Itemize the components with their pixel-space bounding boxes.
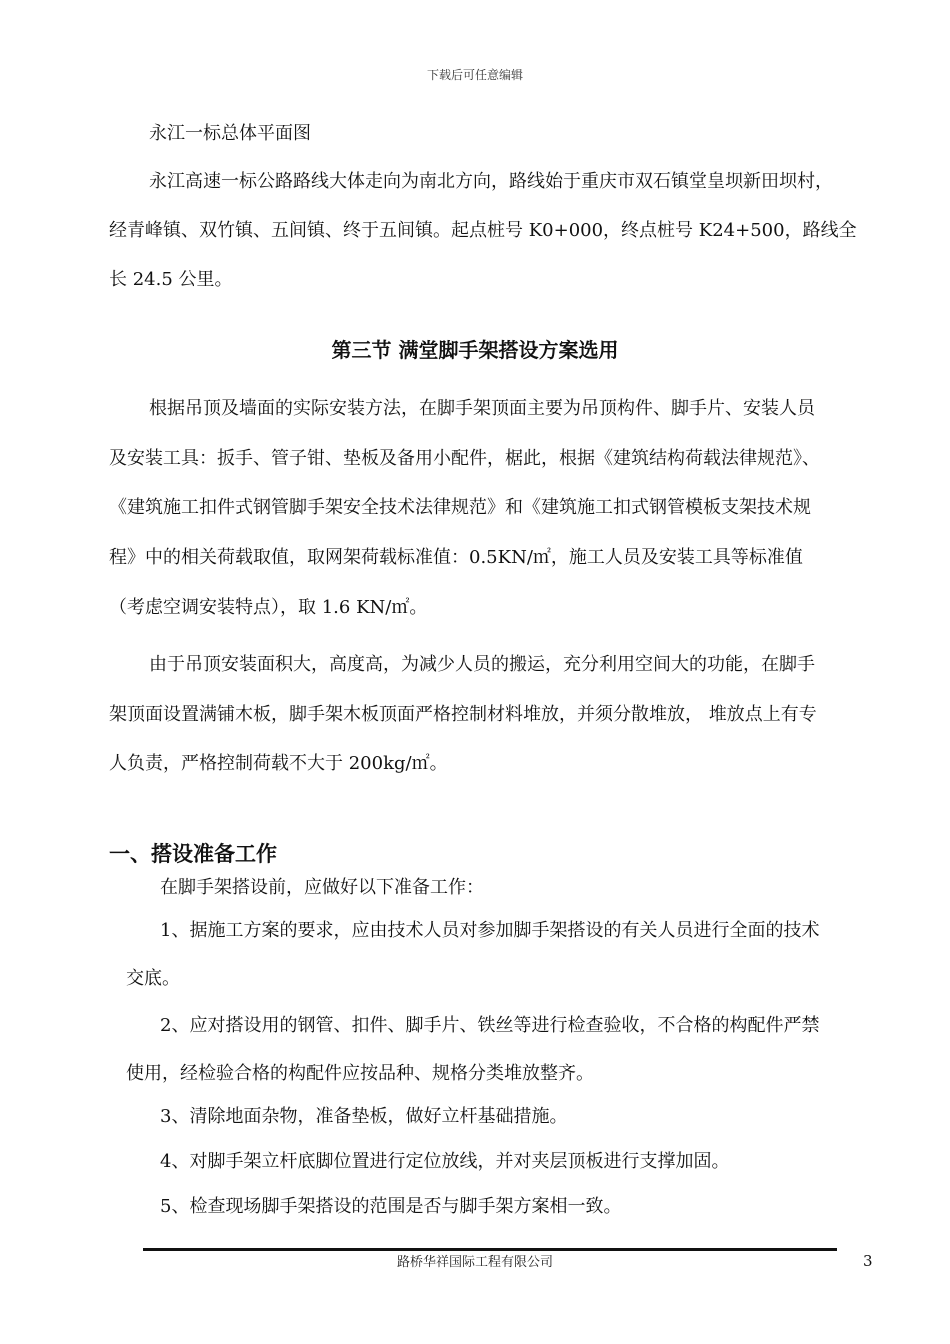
paragraph-line: 由于吊顶安装面积大，高度高，为减少人员的搬运，充分利用空间大的功能，在脚手	[149, 654, 815, 675]
paragraph-line: 《建筑施工扣件式钢管脚手架安全技术法律规范》和《建筑施工扣式钢管模板支架技术规	[109, 497, 811, 518]
paragraph-line: 根据吊顶及墙面的实际安装方法，在脚手架顶面主要为吊顶构件、脚手片、安装人员	[149, 398, 815, 419]
prep-item: 4、对脚手架立杆底脚位置进行定位放线，并对夹层顶板进行支撑加固。	[160, 1151, 730, 1172]
prep-item: 5、检查现场脚手架搭设的范围是否与脚手架方案相一致。	[160, 1196, 622, 1217]
section-title: 第三节 满堂脚手架搭设方案选用	[331, 338, 619, 362]
intro-line: 永江高速一标公路路线大体走向为南北方向，路线始于重庆市双石镇堂皇坝新田坝村，	[149, 171, 833, 192]
intro-line: 长 24.5 公里。	[109, 269, 233, 290]
paragraph-line: 及安装工具：扳手、管子钳、垫板及备用小配件，椐此，根据《建筑结构荷载法律规范》、	[109, 448, 820, 469]
paragraph-line: 架顶面设置满铺木板，脚手架木板顶面严格控制材料堆放，并须分散堆放， 堆放点上有专	[109, 704, 817, 725]
paragraph-line: 人负责，严格控制荷载不大于 200kg/㎡。	[109, 753, 448, 774]
intro-line: 经青峰镇、双竹镇、五间镇、终于五间镇。起点桩号 K0+000，终点桩号 K24+500，路线全	[109, 220, 857, 241]
figure-caption: 永江一标总体平面图	[149, 123, 311, 144]
heading-prep-work: 一、搭设准备工作	[109, 842, 277, 866]
paragraph-line: 程》中的相关荷载取值，取网架荷载标准值：0.5KN/㎡，施工人员及安装工具等标准值	[109, 547, 803, 568]
prep-item: 1、据施工方案的要求，应由技术人员对参加脚手架搭设的有关人员进行全面的技术	[160, 920, 820, 941]
prep-item: 2、应对搭设用的钢管、扣件、脚手片、铁丝等进行检查验收，不合格的构配件严禁	[160, 1015, 820, 1036]
paragraph-line: （考虑空调安装特点），取 1.6 KN/㎡。	[109, 597, 428, 618]
prep-item-continued: 使用，经检验合格的构配件应按品种、规格分类堆放整齐。	[126, 1063, 594, 1084]
footer-company: 路桥华祥国际工程有限公司	[396, 1255, 553, 1270]
page-number: 3	[863, 1252, 873, 1270]
prep-intro: 在脚手架搭设前，应做好以下准备工作：	[160, 877, 484, 898]
header-note: 下载后可任意编辑	[426, 68, 523, 82]
prep-item-continued: 交底。	[126, 968, 180, 989]
prep-item: 3、清除地面杂物，准备垫板，做好立杆基础措施。	[160, 1106, 568, 1127]
